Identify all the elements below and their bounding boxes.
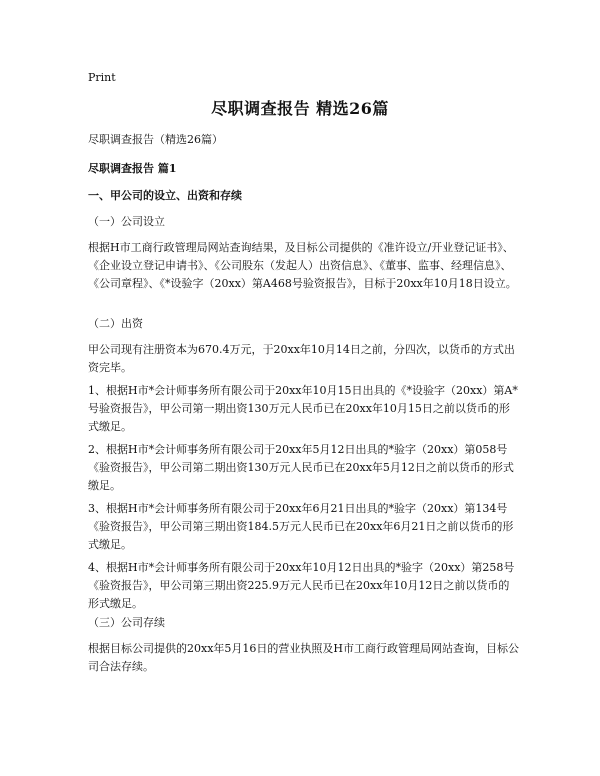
paragraph-capital: 甲公司现有注册资本为670.4万元，于20xx年10月14日之前，分四次，以货币的方式出资完毕。 [88,343,515,374]
section1-heading: 一、甲公司的设立、出资和存续 [88,189,242,202]
document-subtitle: 尽职调查报告（精选26篇） [88,133,223,146]
subsection-continuity: （三）公司存续 [88,616,165,629]
document-title: 尽职调查报告 精选26篇 [211,99,389,118]
subsection-capital: （二）出资 [88,317,143,330]
subsection-establishment: （一）公司设立 [88,215,165,228]
list-item: 4、根据H市*会计师事务所有限公司于20xx年10月12日出具的*验字（20xx）第258号《验资报告》，甲公司第三期出资225.9万元人民币已在20xx年10月12日之前以货币的形式缴足。 [88,561,515,610]
paragraph-continuity: 根据目标公司提供的20xx年5月16日的营业执照及H市工商行政管理局网站查询，目标公司合法存续。 [88,642,519,673]
piece-heading: 尽职调查报告 篇1 [88,162,177,175]
print-label: Print [88,71,116,84]
list-item: 2、根据H市*会计师事务所有限公司于20xx年5月12日出具的*验字（20xx）第058号《验资报告》，甲公司第二期出资130万元人民币已在20xx年5月12日之前以货币的形式缴足。 [88,443,514,492]
list-item: 3、根据H市*会计师事务所有限公司于20xx年6月21日出具的*验字（20xx）第134号《验资报告》，甲公司第三期出资184.5万元人民币已在20xx年6月21日之前以货币的形式缴足。 [88,502,514,551]
paragraph-establishment: 根据H市工商行政管理局网站查询结果，及目标公司提供的《准许设立/开业登记证书》、《企业设立登记申请书》、《公司股东（发起人）出资信息》、《董事、监事、经理信息》、《公司章程》、《*设验字（20xx）第A468号验资报告》，目标于20xx年10月18日设立。 [88,241,517,290]
list-item: 1、根据H市*会计师事务所有限公司于20xx年10月15日出具的《*设验字（20xx）第A*号验资报告》，甲公司第一期出资130万元人民币已在20xx年10月15日之前以货币的形式缴足。 [88,384,518,433]
